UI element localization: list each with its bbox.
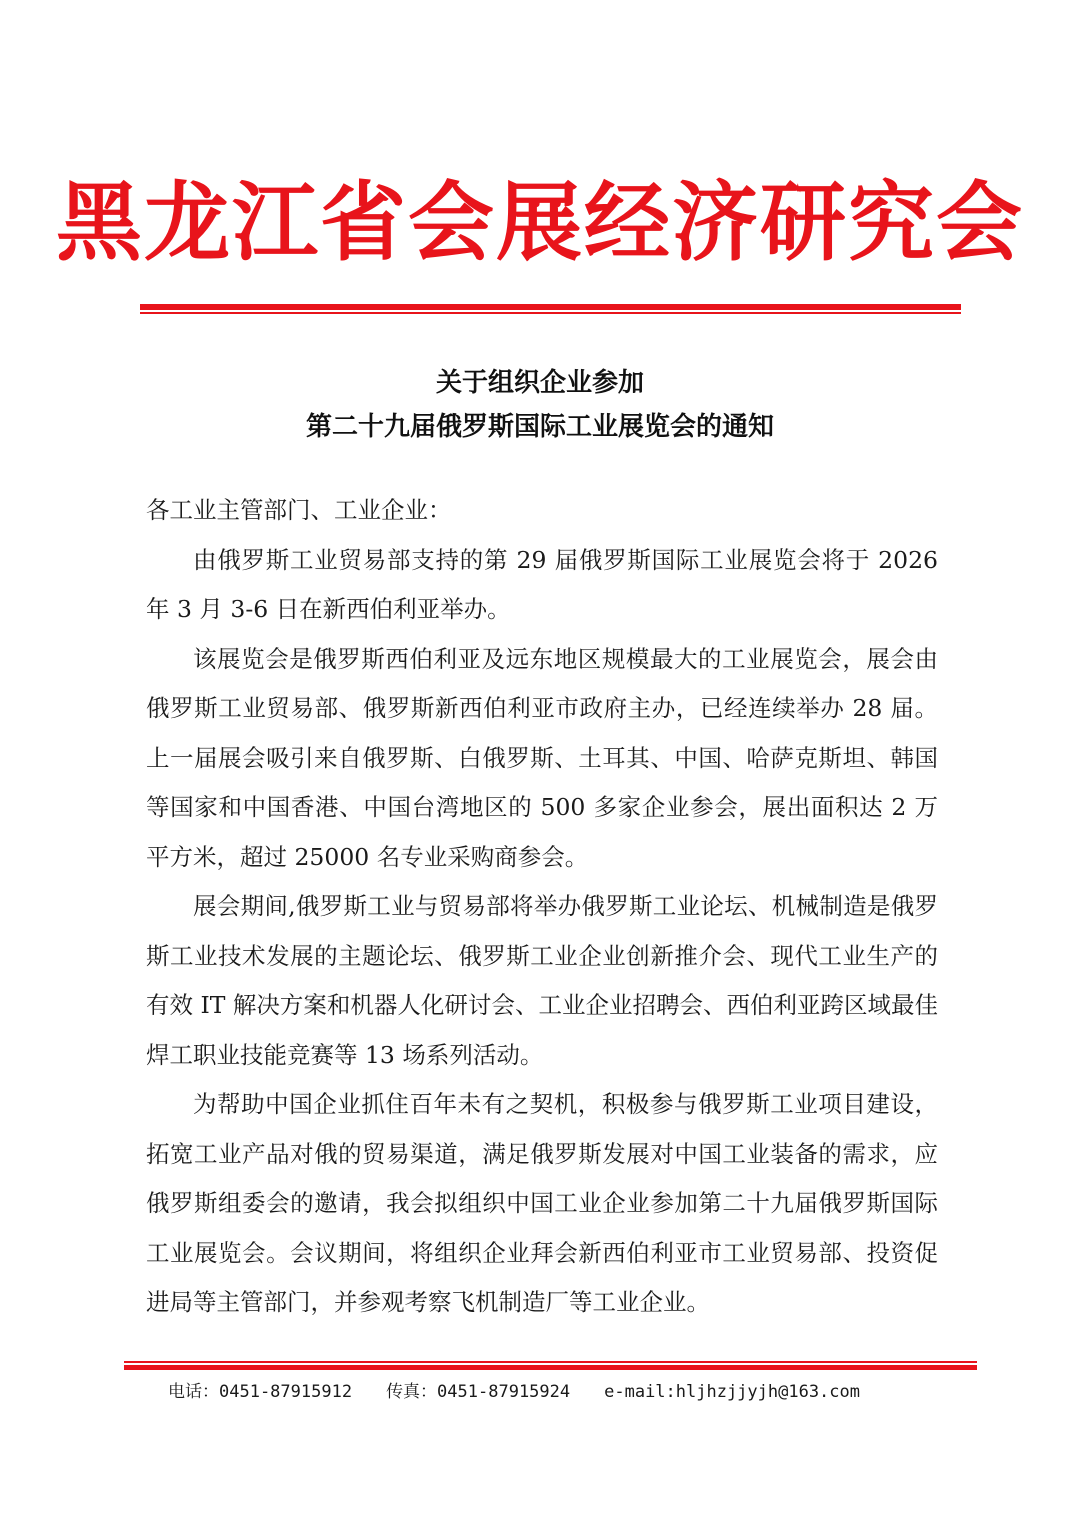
paragraph-2: 该展览会是俄罗斯西伯利亚及远东地区规模最大的工业展览会，展会由俄罗斯工业贸易部、俄罗斯新西伯利亚市政府主办，已经连续举办 28 届。上一届展会吸引来自俄罗斯、白俄罗斯、土耳其、中国、哈萨克斯坦、韩国等国家和中国香港、中国台湾地区的 500 多家企业参会，展出面积达 2 万平方米，超过 25000 名专业采购商参会。 [146, 644, 938, 871]
paragraph-4: 为帮助中国企业抓住百年未有之契机，积极参与俄罗斯工业项目建设，拓宽工业产品对俄的贸易渠道，满足俄罗斯发展对中国工业装备的需求，应俄罗斯组委会的邀请，我会拟组织中国工业企业参加第二十九届俄罗斯国际工业展览会。会议期间，将组织企业拜会新西伯利亚市工业贸易部、投资促进局等主管部门，并参观考察飞机制造厂等工业企业。 [146, 1090, 938, 1316]
document-title-line-2: 第二十九届俄罗斯国际工业展览会的通知 [305, 412, 774, 442]
footer-phone: 电话：0451-87915912 [168, 1382, 353, 1402]
contact-footer [168, 1378, 968, 1406]
footer-fax: 传真：0451-87915924 [386, 1382, 571, 1402]
letterhead-org-name: 黑龙江省会展经济研究会 [56, 172, 1024, 273]
footer-email: e-mail:hljhzjjyjh@163.com [604, 1382, 860, 1402]
footer-rule-thick [124, 1365, 977, 1370]
document-title-line-1: 关于组织企业参加 [435, 368, 644, 398]
paragraph-1: 由俄罗斯工业贸易部支持的第 29 届俄罗斯国际工业展览会将于 2026 年 3 月 3-6 日在新西伯利亚举办。 [146, 545, 938, 623]
footer-rule-thin [124, 1361, 977, 1363]
salutation: 各工业主管部门、工业企业： [146, 496, 452, 524]
letterhead-rule-thick [140, 304, 961, 310]
paragraph-3: 展会期间,俄罗斯工业与贸易部将举办俄罗斯工业论坛、机械制造是俄罗斯工业技术发展的主题论坛、俄罗斯工业企业创新推介会、现代工业生产的有效 IT 解决方案和机器人化研讨会、工业企业招聘会、西伯利亚跨区域最佳焊工职业技能竞赛等 13 场系列活动。 [146, 892, 938, 1069]
letterhead-rule-thin [140, 312, 961, 314]
document-body [146, 486, 938, 1328]
